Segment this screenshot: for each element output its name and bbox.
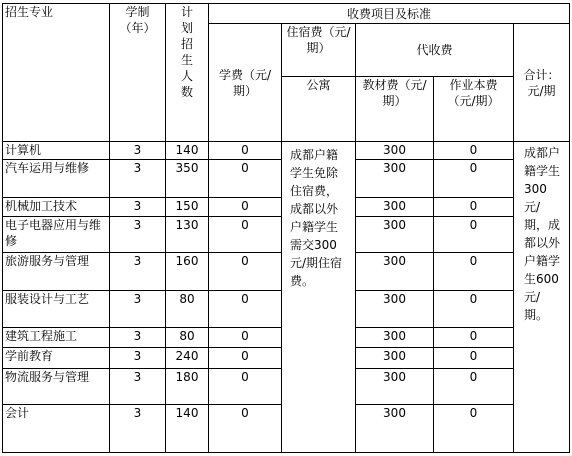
cell-plan: 240 (166, 348, 209, 369)
cell-textbook: 300 (356, 198, 434, 216)
header-tuition: 学费（元/期） (209, 24, 282, 142)
fee-table (2, 3, 570, 453)
cell-workbook: 0 (434, 348, 514, 369)
cell-tuition: 0 (209, 216, 282, 253)
cell-tuition: 0 (209, 198, 282, 216)
header-workbook: 作业本费（元/期） (434, 77, 514, 142)
cell-workbook: 0 (434, 405, 514, 453)
cell-duration: 3 (110, 369, 166, 405)
cell-tuition: 0 (209, 348, 282, 369)
cell-major: 汽车运用与维修 (3, 159, 110, 198)
cell-textbook: 300 (356, 348, 434, 369)
cell-tuition: 0 (209, 369, 282, 405)
cell-textbook: 300 (356, 253, 434, 291)
cell-major: 建筑工程施工 (3, 327, 110, 347)
table-body (3, 4, 570, 453)
cell-textbook: 300 (356, 369, 434, 405)
cell-tuition: 0 (209, 159, 282, 198)
cell-workbook: 0 (434, 327, 514, 347)
cell-duration: 3 (110, 405, 166, 453)
header-dorm: 公寓 (282, 77, 356, 142)
cell-workbook: 0 (434, 216, 514, 253)
cell-workbook: 0 (434, 198, 514, 216)
cell-workbook: 0 (434, 369, 514, 405)
header-duration: 学制（年） (110, 4, 166, 142)
total-note: 成都户籍学生300元/期，成都以外户籍学生600元/期。 (524, 146, 561, 323)
cell-plan: 130 (166, 216, 209, 253)
cell-major: 计算机 (3, 142, 110, 159)
cell-duration: 3 (110, 159, 166, 198)
cell-major: 旅游服务与管理 (3, 253, 110, 291)
cell-duration: 3 (110, 291, 166, 328)
header-plan (166, 4, 209, 142)
cell-tuition: 0 (209, 327, 282, 347)
lodging-note: 成都户籍学生免除住宿费，成都以外户籍学生需交300元/期住宿费。 (282, 142, 356, 453)
cell-tuition: 0 (209, 405, 282, 453)
cell-tuition: 0 (209, 253, 282, 291)
cell-duration: 3 (110, 253, 166, 291)
cell-major: 物流服务与管理 (3, 369, 110, 405)
cell-textbook: 300 (356, 291, 434, 328)
cell-workbook: 0 (434, 291, 514, 328)
cell-textbook: 300 (356, 216, 434, 253)
cell-textbook: 300 (356, 405, 434, 453)
header-textbook: 教材费（元/期） (356, 77, 434, 142)
cell-workbook: 0 (434, 159, 514, 198)
header-plan-text: 计划招生人数 (181, 5, 194, 99)
cell-duration: 3 (110, 348, 166, 369)
cell-plan: 140 (166, 142, 209, 159)
header-total: 合计：元/期 (514, 24, 570, 142)
cell-duration: 3 (110, 327, 166, 347)
cell-textbook: 300 (356, 159, 434, 198)
cell-textbook: 300 (356, 327, 434, 347)
cell-tuition: 0 (209, 142, 282, 159)
cell-plan: 80 (166, 327, 209, 347)
cell-duration: 3 (110, 142, 166, 159)
cell-plan: 180 (166, 369, 209, 405)
cell-workbook: 0 (434, 253, 514, 291)
cell-plan: 80 (166, 291, 209, 328)
cell-major: 服装设计与工艺 (3, 291, 110, 328)
total-note-cell (514, 142, 570, 453)
cell-workbook: 0 (434, 142, 514, 159)
cell-plan: 160 (166, 253, 209, 291)
cell-major: 学前教育 (3, 348, 110, 369)
table-row (3, 142, 570, 159)
cell-plan: 140 (166, 405, 209, 453)
cell-major: 机械加工技术 (3, 198, 110, 216)
header-major: 招生专业 (3, 4, 110, 142)
cell-tuition: 0 (209, 291, 282, 328)
cell-duration: 3 (110, 216, 166, 253)
cell-duration: 3 (110, 198, 166, 216)
cell-plan: 150 (166, 198, 209, 216)
header-fee-group: 收费项目及标准 (209, 4, 570, 24)
header-lodging: 住宿费（元/期） (282, 24, 356, 77)
header-row-1 (3, 4, 570, 24)
header-collect-group: 代收费 (356, 24, 514, 77)
cell-major: 会计 (3, 405, 110, 453)
cell-textbook: 300 (356, 142, 434, 159)
cell-major: 电子电器应用与维修 (3, 216, 110, 253)
cell-plan: 350 (166, 159, 209, 198)
